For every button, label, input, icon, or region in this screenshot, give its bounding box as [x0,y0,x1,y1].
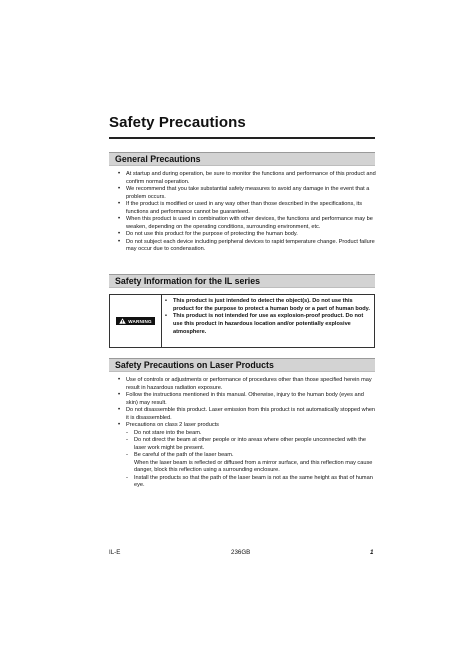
list-item: • Do not use this product for the purpose of protecting the human body. [118,231,376,239]
warning-text-cell [162,295,374,347]
list-item: • When this product is used in combination with other devices, the functions and performance may be weaken, depending on the operating conditions, surrounding environment, etc. [118,216,376,231]
sub-list-item: - Do not stare into the beam. [118,430,376,438]
sub-list-item: - Install the products so that the path of the laser beam is not as the same height as that of human eye. [118,475,376,490]
page-title: Safety Precautions [109,114,246,131]
laser-precautions-list [118,377,376,490]
general-precautions-list [118,171,376,254]
warning-triangle-icon [119,318,126,324]
section-heading-laser: Safety Precautions on Laser Products [109,358,375,372]
list-item: • At startup and during operation, be sure to monitor the functions and performance of this product and confirm normal operation. [118,171,376,186]
list-item: • If the product is modified or used in any way other than those described in the specifications, its functions and performance cannot be guaranteed. [118,201,376,216]
warning-label-cell [110,295,162,347]
footer-doc-number: 236GB [231,549,251,556]
warning-badge [116,317,155,325]
sub-list-item: - Do not direct the beam at other people or into areas where other people unconnected with the laser work might be present. [118,437,376,452]
footer-doc-code: IL-E [109,549,121,556]
page-number: 1 [370,549,374,556]
sub-list-item-continuation: When the laser beam is reflected or diffused from a mirror surface, and this reflection may cause danger, block this reflection using a surrounding enclosure. [134,459,373,473]
list-item: • This product is just intended to detect the object(s). Do not use this product for the purpose to protect a human body or a part of human body. [165,298,370,313]
title-rule [109,137,375,139]
list-item: • We recommend that you take substantial safety measures to avoid any damage in the event that a problem occurs. [118,186,376,201]
section-heading-il-series: Safety Information for the IL series [109,274,375,288]
warning-table [109,294,375,348]
warning-label: WARNING [128,318,152,324]
list-item: • Precautions on class 2 laser products [118,422,376,430]
list-item: • Do not disassemble this product. Laser emission from this product is not automatically stopped when it is disassembled. [118,407,376,422]
list-item: • This product is not intended for use as explosion-proof product. Do not use this product in hazardous location and/or potentially explosive atmosphere. [165,313,370,336]
sub-list-item: - Be careful of the path of the laser beam. [118,452,376,460]
warning-list [165,298,370,337]
list-item: • Do not subject each device including peripheral devices to rapid temperature change. Product failure may occur due to condensation. [118,239,376,254]
list-item: • Use of controls or adjustments or performance of procedures other than those specified herein may result in hazardous radiation exposure. [118,377,376,392]
list-item: • Follow the instructions mentioned in this manual. Otherwise, injury to the human body (eyes and skin) may result. [118,392,376,407]
section-heading-general: General Precautions [109,152,375,166]
